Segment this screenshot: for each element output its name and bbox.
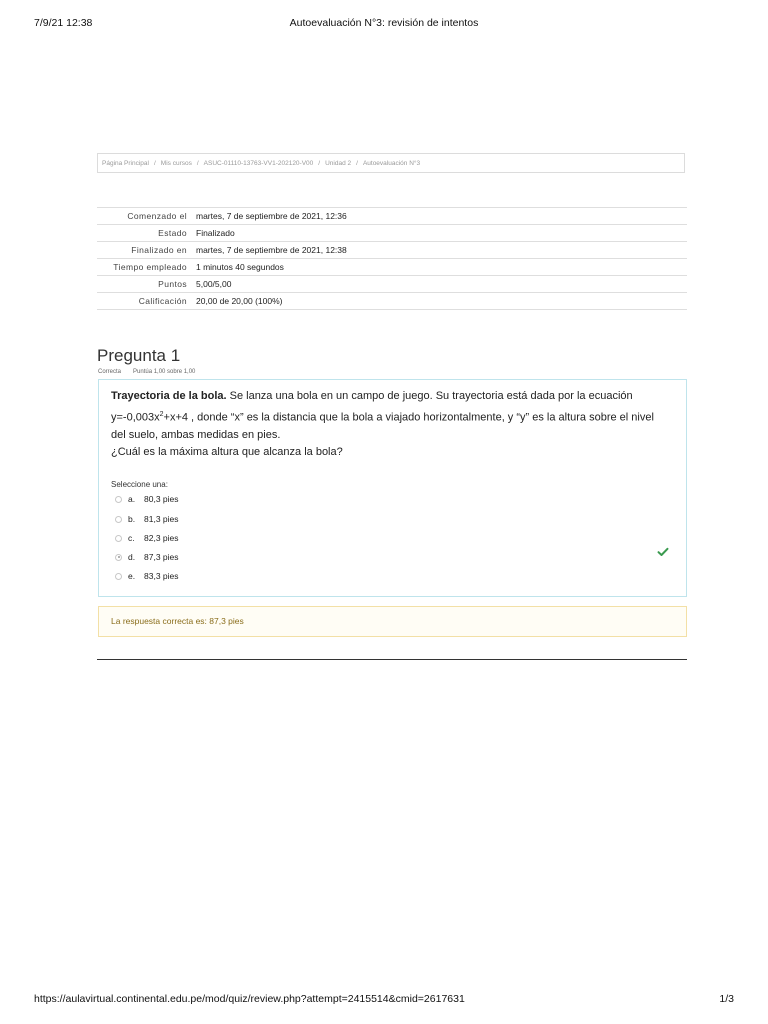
option-letter: c. [128, 533, 135, 543]
summary-value: Finalizado [196, 228, 235, 238]
summary-label: Finalizado en [131, 245, 187, 255]
summary-label: Estado [158, 228, 187, 238]
question-prompt: ¿Cuál es la máxima altura que alcanza la bola? [111, 446, 343, 458]
option-letter: b. [128, 514, 136, 524]
table-row [97, 276, 687, 293]
question-title: Pregunta 1 [97, 346, 181, 365]
answer-option-d[interactable] [115, 552, 179, 562]
breadcrumb-separator: / [153, 159, 156, 167]
summary-label: Tiempo empleado [113, 262, 187, 272]
print-date: 7/9/21 12:38 [34, 17, 93, 29]
question-intro-bold: Trayectoria de la bola. [111, 390, 227, 402]
option-letter: a. [128, 494, 136, 504]
question-equation-rest: +x+4 , donde “x” es la distancia que la bola a viajado horizontalmente, y “y” es la altura sobre el nivel del suelo, ambas medidas en pies. [111, 411, 654, 441]
question-intro-text: Se lanza una bola en un campo de juego. Su trayectoria está dada por la ecuación y=-0,003x [111, 390, 633, 424]
question-grade: Puntúa 1,00 sobre 1,00 [133, 369, 196, 375]
option-letter: d. [128, 552, 136, 562]
table-row [97, 225, 687, 242]
print-url: https://aulavirtual.continental.edu.pe/mod/quiz/review.php?attempt=2415514&cmid=2617631 [34, 993, 465, 1005]
summary-value: martes, 7 de septiembre de 2021, 12:38 [196, 245, 347, 255]
answer-option-a[interactable] [115, 494, 179, 504]
question-info [98, 369, 195, 375]
print-title: Autoevaluación N°3: revisión de intentos [289, 17, 479, 29]
breadcrumb-separator: / [318, 159, 321, 167]
table-row [97, 259, 687, 276]
select-label: Seleccione una: [111, 480, 168, 489]
question-text [111, 388, 671, 444]
exponent: 2 [159, 410, 164, 418]
print-footer [34, 993, 734, 1007]
option-text: 87,3 pies [144, 552, 179, 562]
page-number: 1/3 [719, 993, 734, 1005]
summary-value: 1 minutos 40 segundos [196, 262, 284, 272]
attempt-summary-table [97, 207, 687, 310]
summary-label: Comenzado el [127, 211, 187, 221]
breadcrumb-home[interactable]: Página Principal [102, 159, 149, 167]
breadcrumb-unit[interactable]: Unidad 2 [325, 159, 352, 167]
radio-button[interactable] [115, 496, 122, 503]
divider [97, 659, 687, 660]
breadcrumb-separator: / [356, 159, 358, 167]
option-text: 81,3 pies [144, 514, 179, 524]
answer-option-b[interactable] [115, 514, 179, 524]
table-row [97, 242, 687, 259]
summary-value: 5,00/5,00 [196, 279, 232, 289]
correct-answer-feedback: La respuesta correcta es: 87,3 pies [98, 606, 687, 637]
summary-label: Calificación [138, 296, 187, 306]
table-row [97, 293, 687, 310]
breadcrumb-course[interactable]: ASUC-01110-13763-VV1-202120-V00 [203, 159, 314, 167]
summary-label: Puntos [158, 279, 187, 289]
option-text: 83,3 pies [144, 571, 179, 581]
option-letter: e. [128, 571, 136, 581]
breadcrumb-separator: / [196, 159, 199, 167]
check-icon [657, 547, 669, 557]
table-row [97, 208, 687, 225]
option-text: 82,3 pies [144, 533, 179, 543]
breadcrumb-my-courses[interactable]: Mis cursos [160, 159, 192, 167]
summary-value: 20,00 de 20,00 (100%) [196, 296, 283, 306]
radio-button-selected[interactable] [115, 554, 122, 561]
breadcrumb-quiz[interactable]: Autoevaluación N°3 [362, 159, 421, 167]
answer-option-c[interactable] [115, 533, 179, 543]
radio-button[interactable] [115, 516, 122, 523]
print-header [34, 17, 734, 31]
answer-option-e[interactable] [115, 571, 179, 581]
breadcrumb [97, 153, 685, 173]
radio-button[interactable] [115, 535, 122, 542]
radio-button[interactable] [115, 573, 122, 580]
summary-value: martes, 7 de septiembre de 2021, 12:36 [196, 211, 347, 221]
option-text: 80,3 pies [144, 494, 179, 504]
question-box [98, 379, 687, 597]
question-state: Correcta [98, 369, 122, 375]
